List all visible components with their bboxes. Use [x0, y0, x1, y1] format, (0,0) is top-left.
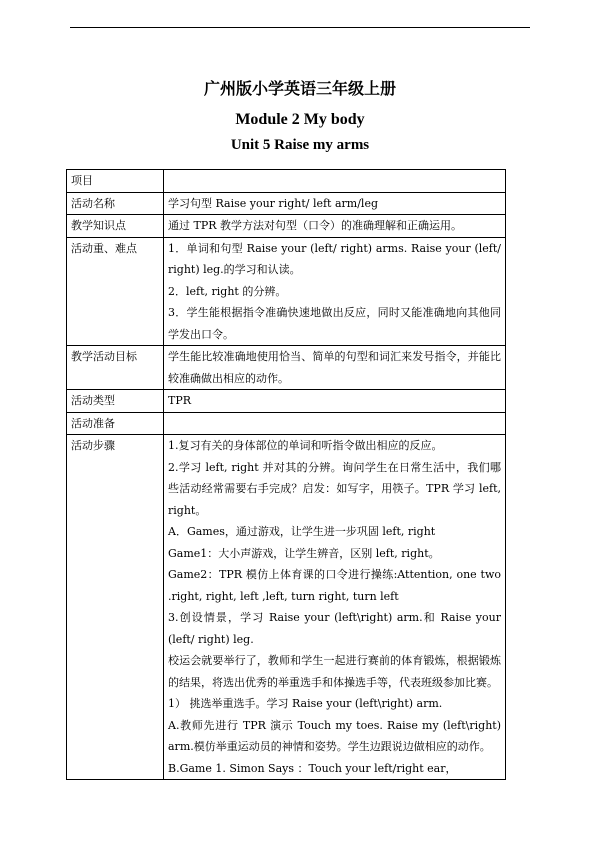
module-title: Module 2 My body: [235, 111, 365, 128]
table-row: [67, 192, 506, 215]
row-label: 项目: [67, 170, 164, 193]
row-label: 教学活动目标: [67, 346, 164, 390]
table-row: [67, 346, 506, 390]
row-label: 活动步骤: [67, 435, 164, 780]
table-row: [67, 390, 506, 413]
row-content: 1.复习有关的身体部位的单词和听指令做出相应的反应。 2.学习 left, right 并对其的分辨。询问学生在日常生活中，我们哪些活动经常需要右手完成？启发：如写字，用筷子。TPR 学习 left, right。 A．Games，通过游戏，让学生进一步巩固 left, right Game1：大小声游戏，让学生辨音，区别 left, right。 Game2：TPR 模仿上体育课的口令进行操练:Attention, one two .right, right, left ,left, turn right, turn left 3.创设情景，学习 Raise your (left\right) arm.和 Raise your (left/ right) leg. 校运会就要举行了，教师和学生一起进行赛前的体育锻炼，根据锻炼的结果，将选出优秀的举重选手和体操选手等，代表班级参加比赛。 1） 挑选举重选手。学习 Raise your (left\right) arm. A.教师先进行 TPR 演示 Touch my toes. Raise my (left\right) arm.模仿举重运动员的神情和姿势。学生边跟说边做相应的动作。 B.Game 1. Simon Says ：Touch your left/right ear，: [164, 435, 506, 780]
row-content: 学习句型 Raise your right/ left arm/leg: [164, 192, 506, 215]
table-row: [67, 412, 506, 435]
row-label: 活动名称: [67, 192, 164, 215]
row-content: 学生能比较准确地使用恰当、简单的句型和词汇来发号指令，并能比较准确做出相应的动作。: [164, 346, 506, 390]
row-label: 活动重、难点: [67, 237, 164, 346]
row-label: 活动类型: [67, 390, 164, 413]
row-content: 1．单词和句型 Raise your (left/ right) arms. Raise your (left/ right) leg.的学习和认读。 2．left, right 的分辨。 3．学生能根据指令准确快速地做出反应，同时又能准确地向其他同学发出口令。: [164, 237, 506, 346]
table-row: [67, 435, 506, 780]
header-rule: [70, 27, 530, 28]
lesson-plan-table: [66, 169, 506, 780]
table-row: [67, 215, 506, 238]
row-content: TPR: [164, 390, 506, 413]
document-title: 广州版小学英语三年级上册: [203, 79, 396, 98]
table-row: [67, 170, 506, 193]
row-content: 通过 TPR 教学方法对句型（口令）的准确理解和正确运用。: [164, 215, 506, 238]
row-label: 教学知识点: [67, 215, 164, 238]
row-content: [164, 170, 506, 193]
table-row: [67, 237, 506, 346]
row-content: [164, 412, 506, 435]
unit-title: Unit 5 Raise my arms: [230, 137, 370, 153]
row-label: 活动准备: [67, 412, 164, 435]
